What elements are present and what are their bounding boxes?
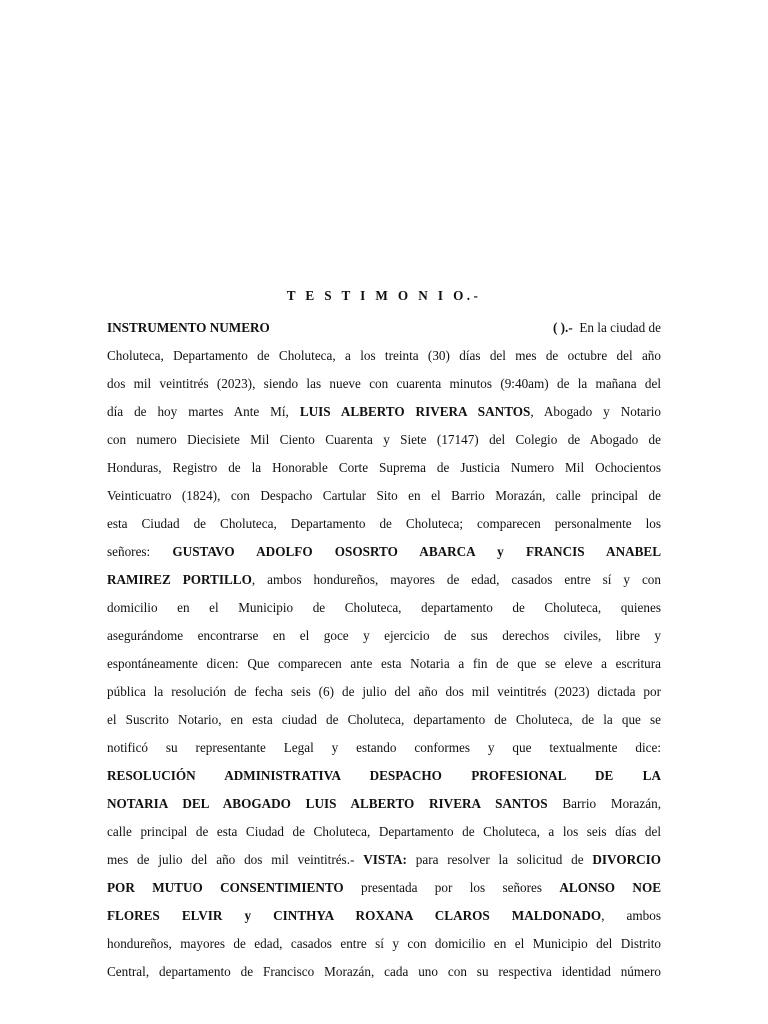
body-line-11: domicilio en el Municipio de Choluteca, departamento de Choluteca, quienes [107,600,661,615]
applicants-names-1: ALONSO NOE [559,880,661,895]
parties-names-2: RAMIREZ PORTILLO [107,572,252,587]
body-line-2: Choluteca, Departamento de Choluteca, a los treinta (30) días del mes de octubre del año [107,348,661,363]
body-line-9a: señores: [107,544,151,559]
instrument-label: INSTRUMENTO NUMERO [107,320,270,335]
body-line-21 [107,874,661,902]
body-line-23: hondureños, mayores de edad, casados entre sí y con domicilio en el Municipio del Distrito [107,936,661,951]
body-line-20b: para resolver la solicitud de [406,852,584,867]
body-line-5: con numero Diecisiete Mil Ciento Cuarenta y Siete (17147) del Colegio de Abogado de [107,432,661,447]
resolution-heading-2: NOTARIA DEL ABOGADO LUIS ALBERTO RIVERA SANTOS [107,796,548,811]
body-line-8: esta Ciudad de Choluteca, Departamento de Choluteca; comparecen personalmente los [107,516,661,531]
document-body [107,314,661,986]
instrument-line [107,314,661,342]
divorce-heading-1: DIVORCIO [592,852,661,867]
body-line-4 [107,398,661,426]
body-line-12: asegurándome encontrarse en el goce y ejercicio de sus derechos civiles, libre y [107,628,661,643]
body-line-15: el Suscrito Notario, en esta ciudad de Choluteca, departamento de Choluteca, de la que se [107,712,661,727]
body-line-14: pública la resolución de fecha seis (6) de julio del año dos mil veintitrés (2023) dictada por [107,684,661,699]
body-line-16: notificó su representante Legal y estando conformes y que textualmente dice: [107,740,661,755]
instrument-intro [553,314,661,342]
body-line-10 [107,566,661,594]
body-line-22 [107,902,661,930]
body-line-7: Veinticuatro (1824), con Despacho Cartular Sito en el Barrio Morazán, calle principal de [107,488,661,503]
body-line-18b: Barrio Morazán, [547,796,661,811]
intro-text: En la ciudad de [579,320,661,335]
body-line-20 [107,846,661,874]
body-line-20a: mes de julio del año dos mil veintitrés.- [107,852,355,867]
notary-name: LUIS ALBERTO RIVERA SANTOS [299,404,531,419]
parties-names-1: GUSTAVO ADOLFO OSOSRTO ABARCA y FRANCIS ANABEL [172,544,661,559]
resolution-heading-1: RESOLUCIÓN ADMINISTRATIVA DESPACHO PROFESIONAL DE LA [107,768,661,783]
body-line-24: Central, departamento de Francisco Morazán, cada uno con su respectiva identidad número [107,964,661,979]
body-line-10b: , ambos hondureños, mayores de edad, casados entre sí y con [251,572,661,587]
vista-label: VISTA: [363,852,407,867]
body-line-13: espontáneamente dicen: Que comparecen ante esta Notaria a fin de que se eleve a escritura [107,656,661,671]
applicants-names-2: FLORES ELVIR y CINTHYA ROXANA CLAROS MALDONADO [107,908,602,923]
body-line-4b: , Abogado y Notario [530,404,661,419]
body-line-18 [107,790,661,818]
body-line-22b: , ambos [601,908,661,923]
body-line-21b: presentada por los señores [343,880,543,895]
body-line-19: calle principal de esta Ciudad de Choluteca, Departamento de Choluteca, a los seis días del [107,824,661,839]
body-line-9 [107,538,661,566]
body-line-3: dos mil veintitrés (2023), siendo las nueve con cuarenta minutos (9:40am) de la mañana del [107,376,661,391]
body-line-4a: día de hoy martes Ante Mí, [107,404,289,419]
document-title: T E S T I M O N I O.- [286,288,482,303]
body-line-6: Honduras, Registro de la Honorable Corte Suprema de Justicia Numero Mil Ochocientos [107,460,661,475]
instrument-number-blank: ( ).- [552,320,573,335]
divorce-heading-2: POR MUTUO CONSENTIMIENTO [107,880,344,895]
